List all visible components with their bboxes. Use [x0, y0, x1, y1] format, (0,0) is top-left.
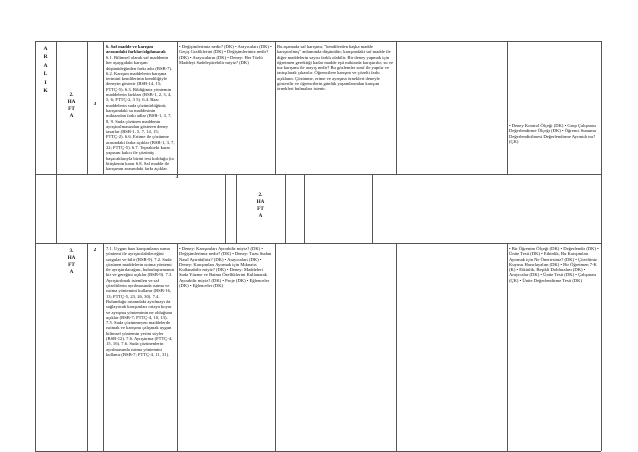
row3-line-methods: [507, 243, 508, 451]
row2-line-e: [372, 174, 373, 243]
table-border-top: [35, 41, 601, 42]
col-line-outcomes: [177, 41, 178, 174]
month-label: A R A L I K: [43, 46, 48, 95]
col-line-week: [87, 41, 88, 174]
row3-line-questions: [275, 243, 276, 451]
row2-line-d: [304, 174, 305, 243]
week-label: 2. HA FT A: [256, 192, 265, 219]
col-line-questions: [275, 41, 276, 174]
col-line-month: [56, 41, 57, 243]
activities-text: Bu aşamada saf karışımı, "kendilerden başka madde karıştırılmış" anlamında düşünülür; karışımdaki saf madde ile diğer maddelerin sayısı farklı olabilir. Bir deney yapmak için öğretmen gerektiği kadar madde eşit miktarda karıştırılır; su ve tuz karışımı ile arayış nedir? Bu gözlemler sınıf ile yapılır ve tartışılarak çıkarılır. Öğrencilere karışım ve çözelti farkı açıklanır. Çözünme, erime ve ayrışma örnekleri deneyle gösterilir ve öğrencilerin günlük yaşamlarından karışım örnekleri bulmaları istenir.: [277, 44, 394, 92]
row2-line-c: [285, 174, 286, 243]
col-line-hours: [103, 41, 104, 174]
row2-line-a: [225, 174, 226, 243]
outcome-title: 6. Saf madde ve karışım arasındaki farklar/algılanacak: [106, 44, 166, 55]
questions-text: • Değişimlerimiz nedir? (DK) • Arayıcaları (DK) • Geçiş Grafiklerini (DK) • Değişimlerimiz nedir? (DK) • Arayıcaların (DK) • Deney: Her Türlü Maddeyi Sadeleştirebilir miyiz? (DK): [179, 44, 272, 65]
table-border-left: [35, 41, 36, 451]
assessment-text: • Deney Kontrol Ölçeği (DK) • Grup Çalışması Değerlendirme Ölçeği (DK) • Öğrenci Sunumu Değerlendirilmesi Değerlendirme Ayrıntılı mı? (ÇK): [509, 123, 597, 144]
week-label: 3. HA FT A: [67, 248, 76, 275]
table-border-right: [601, 41, 602, 451]
assessment-text: • Bir Öğrenim Ölçeği (DK) • Değerlendir (DK) • Ünite Testi (DK) • Etkinlik, Bu Karışımları Ayırmak için Ne Önerirsiniz? (DK) • Çözeltiniz Kuyusu Hazırlayalım (DK) • Bir Öğretmen 7-K (K) • Etkinlik, Beşikli Dolduralım (DK) • Arayıcalar (DK) • Ünite Testi (DK) • Çalışması (ÇK) • Ünite Değerlendirme Testi (DK): [509, 246, 599, 283]
col-line-activities: [396, 41, 397, 174]
row3-line-week: [87, 243, 88, 451]
row3-line-outcomes: [177, 243, 178, 451]
week-label: 2. HA FT A: [67, 92, 76, 119]
row-separator-1: [35, 174, 601, 175]
col-line-methods: [507, 41, 508, 174]
outcome-text: 7.1. Uygun bazı karışımların ısıma yöntemi ile ayrıştırılabileceğini sorgular ve bilir (BSB-9). 7.2. Suda çözünen maddelerin ısıtma yöntemi ile ayrıştırılacağını, buharlaştırmanın bir ve gereğini açıklar (BSB-9). 7.3. Ayrıştırılmak istenilen ve saf çözeltilerin ayrılmasında ısıtma ve ısıtma yöntemini kullanır (BSB-16, 13; FTTÇ-5, 23, 26, 30). 7.4. Bulunduğu ortamdaki ayrılmayı da sağlayacak karışımları ortaya koyar ve ayrışma yönteminin ne olduğunu açıklar (BSB-7; FTTÇ-4, 10, 13). 7.5. Suda çözünmeyen maddelerde ısıtmak ve karışımı çalışmak uygun bilimsel yöntemin yerini söyler (BSB-12). 7.6. Ayrıştırma (FTTÇ-4, 15, 16). 7.6. Suda çözünenlerin ayrılmasında ısıtma yöntemini kullanır (BSB-7; FTTÇ-4, 11, 31).: [106, 246, 174, 357]
row-separator-2: [35, 243, 601, 244]
row3-line-activities: [396, 243, 397, 451]
row3-line-hours: [103, 243, 104, 451]
hours-value: 3: [93, 102, 97, 107]
outcome-text: 6.1. Bilimsel olarak saf maddenin her aşaygıdaki karışım düşünüdeğinden farkı adır (BSB-7). 6.2. Karışım maddelerin karışma terimini kendilerinin kendiliğiyle deneyin gösterir (BSB-14, 15; FTTÇ-5). 6.3. Bildiğimiz yöntemin maddelerin farkları (BSB-1, 2, 3, 4, 5, 6; FTTÇ-2, 3 5). 6.4. Bazı maddelerin suda çözünürlüğünü; karışımdaki su maddesinin miktarıdan farkı adlar (BSB-1, 3, 7, 8, 9. Suda çözünen maddenin ayrıştırılmasından gösteren deney tasarlar (BSB-1, 5, 7, 14, 15; FTTÇ-2). 6.6. Ertime ile çözünme arasındaki farka açıklar (BSB-1, 3, 7, 22; FTTÇ-5). 6.7. Teprakteki karar yapısını kalıcı ile çözünüş başacaklarıyla birini test kırlduğu (ia bitişkenin karar 6.8. Saf madde ile karışımın arasındaki farkı açıklar.: [106, 55, 175, 172]
hours-value: 3: [175, 175, 179, 180]
hours-value: 2: [93, 248, 97, 253]
questions-text: • Deney: Karışımları Ayırabilir miyiz? (DK) • Değişimlerimiz nedir? (DK) • Deney: Tuzu Sudan Nasıl Ayırabiliriz? (DK) • Arayıcaları (DK) • Deney: Karışımları Ayırmak için Mıknatıs Kullanabilir miyiz? (DK) • Deney: Maddeleri Suda Yüzme ve Batma Özelliklerini Kullanarak Ayırabilir miyiz? (DK) • Proje (DK) • Eğlenceler (DK) • Eğlenceler (DK): [179, 246, 272, 289]
